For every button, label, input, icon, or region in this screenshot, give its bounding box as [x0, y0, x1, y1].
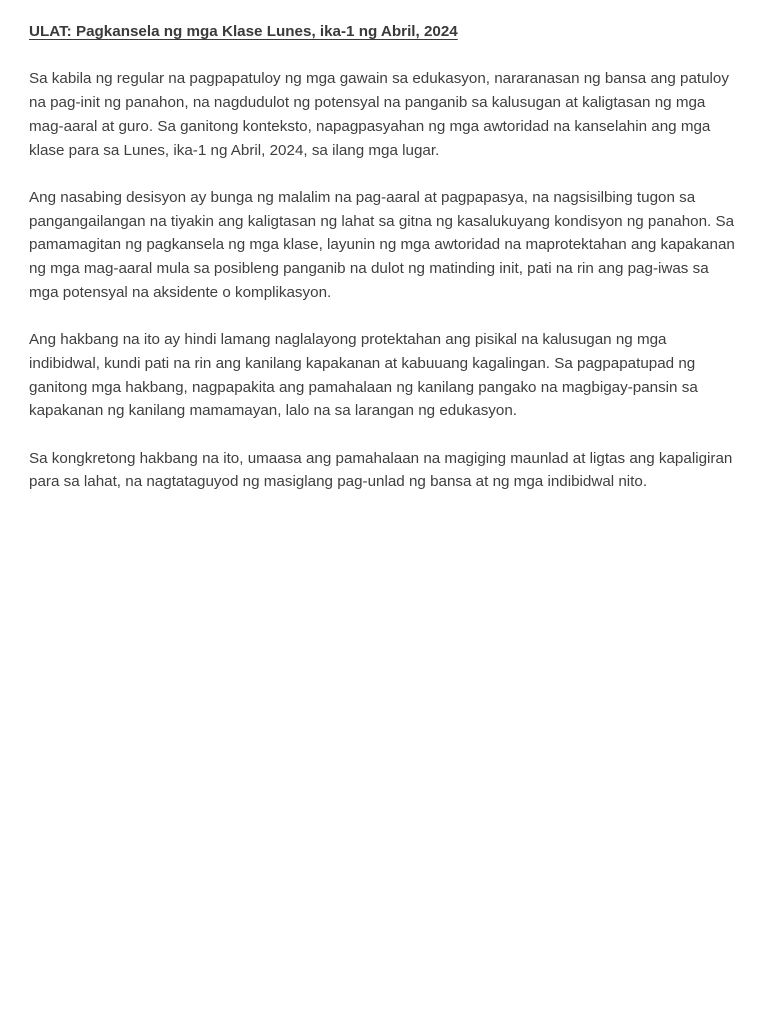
- paragraph-1: Sa kabila ng regular na pagpapatuloy ng mga gawain sa edukasyon, nararanasan ng bansa ang patuloy na pag-init ng panahon, na nagdudulot ng potensyal na panganib sa kalusugan at kaligtasan ng mga mag-aaral at guro. Sa ganitong konteksto, napagpasyahan ng mga awtoridad na kanselahin ang mga klase para sa Lunes, ika-1 ng Abril, 2024, sa ilang mga lugar.: [29, 70, 729, 159]
- document-body: [29, 20, 741, 518]
- paragraph-3: Ang hakbang na ito ay hindi lamang naglalayong protektahan ang pisikal na kalusugan ng mga indibidwal, kundi pati na rin ang kanilang kapakanan at kabuuang kagalingan. Sa pagpapatupad ng ganitong mga hakbang, nagpapakita ang pamahalaan ng kanilang pangako na magbigay-pansin sa kapakanan ng kanilang mamamayan, lalo na sa larangan ng edukasyon.: [29, 331, 698, 420]
- paragraph-4: Sa kongkretong hakbang na ito, umaasa ang pamahalaan na magiging maunlad at ligtas ang kapaligiran para sa lahat, na nagtataguyod ng masiglang pag-unlad ng bansa at ng mga indibidwal nito.: [29, 449, 733, 491]
- paragraph-2: Ang nasabing desisyon ay bunga ng malalim na pag-aaral at pagpapasya, na nagsisilbing tugon sa pangangailangan na tiyakin ang kaligtasan ng lahat sa gitna ng kasalukuyang kondisyon ng panahon. Sa pamamagitan ng pagkansela ng mga klase, layunin ng mga awtoridad na maprotektahan ang kapakanan ng mga mag-aaral mula sa posibleng panganib na dulot ng matinding init, pati na rin ang pag-iwas sa mga potensyal na aksidente o komplikasyon.: [29, 188, 735, 301]
- document-title: ULAT: Pagkansela ng mga Klase Lunes, ika-1 ng Abril, 2024: [29, 23, 458, 40]
